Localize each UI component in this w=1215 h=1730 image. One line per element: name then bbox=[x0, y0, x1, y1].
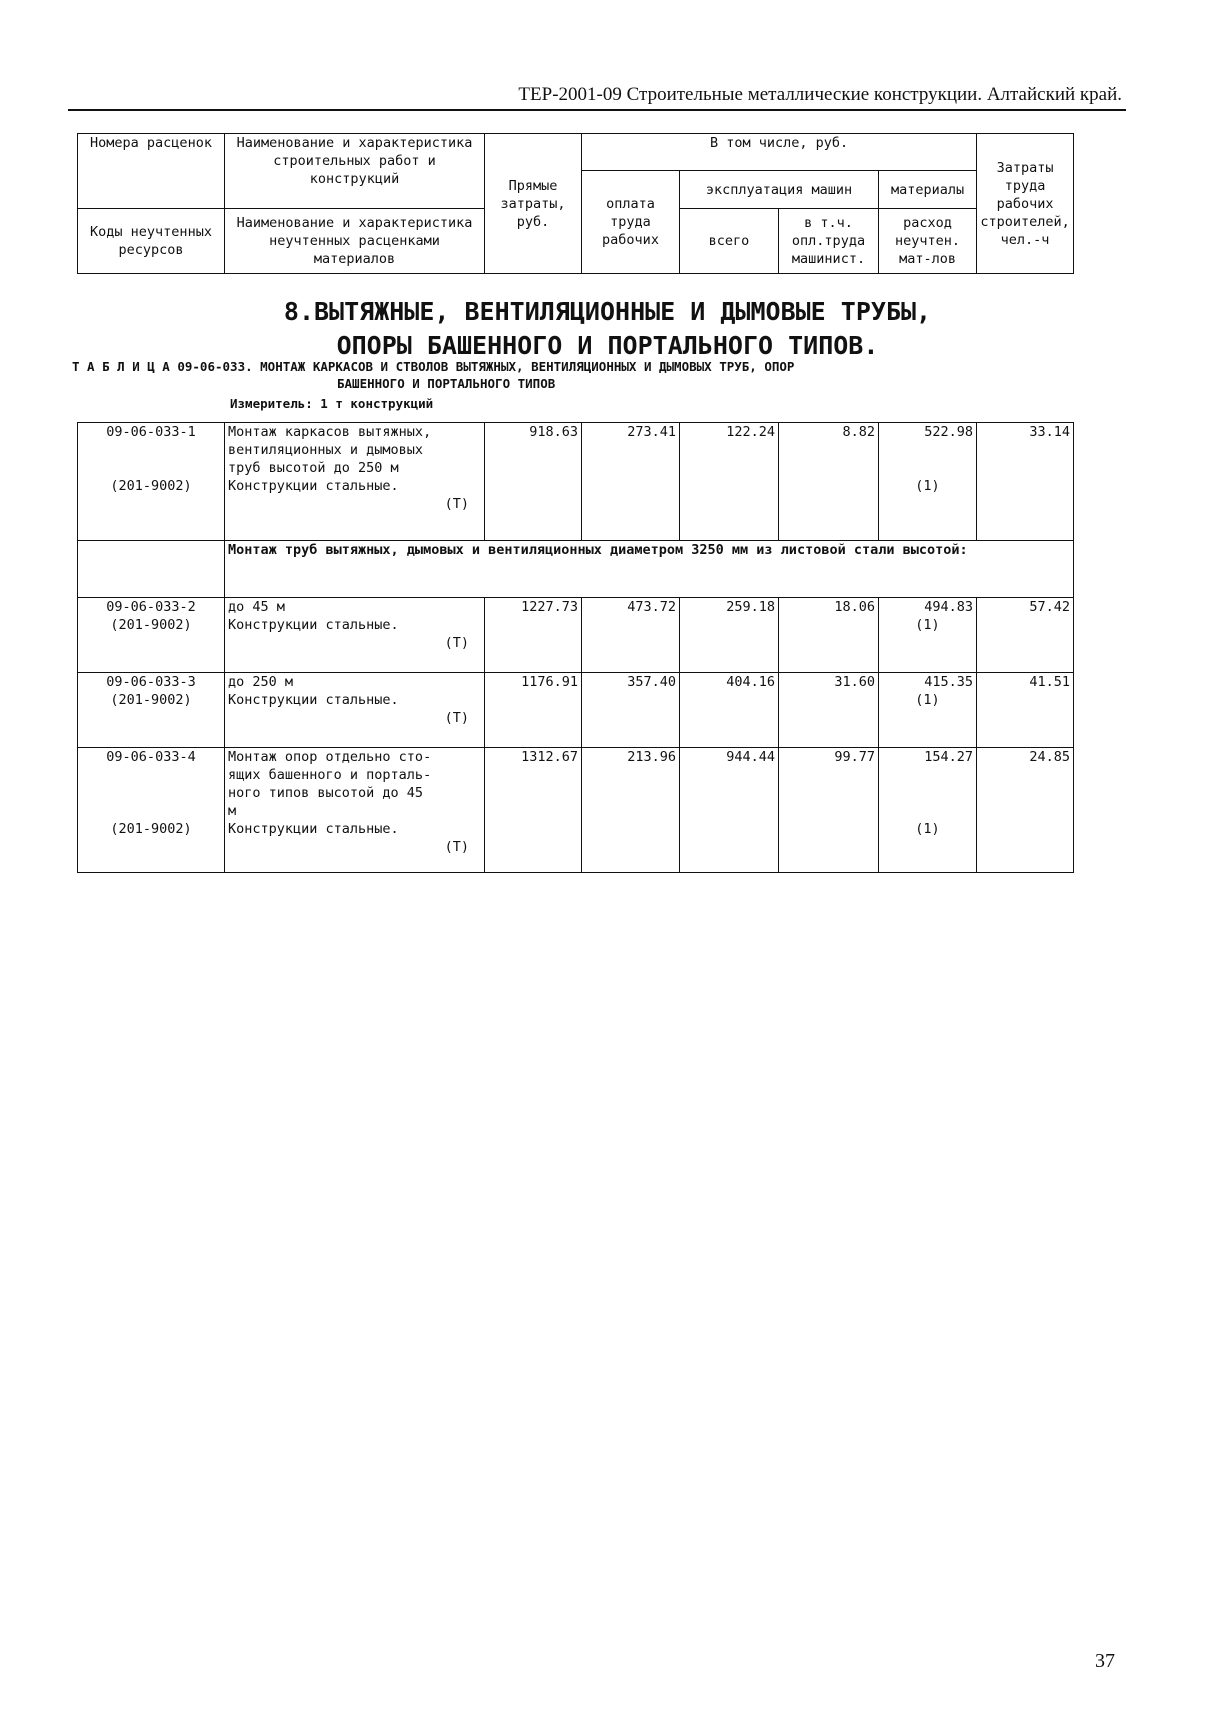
resource-name: Конструкции стальные. bbox=[228, 821, 399, 837]
resource-qty: (1) bbox=[915, 617, 940, 633]
header-work-name: Наименование и характеристика строительных работ и конструкций bbox=[225, 134, 485, 209]
labor-hours: 24.85 bbox=[977, 748, 1074, 873]
materials-cost: 154.27 bbox=[924, 749, 973, 765]
measure-unit: Измеритель: 1 т конструкций bbox=[230, 396, 434, 411]
machines-total: 259.18 bbox=[680, 598, 779, 673]
machinist-pay: 99.77 bbox=[779, 748, 879, 873]
header-materials: материалы bbox=[879, 171, 977, 209]
header-material-usage: расход неучтен. мат-лов bbox=[879, 209, 977, 274]
section-title bbox=[0, 295, 1215, 363]
table-caption bbox=[72, 358, 1072, 392]
direct-costs: 1227.73 bbox=[485, 598, 582, 673]
machinist-pay: 18.06 bbox=[779, 598, 879, 673]
description-line: Монтаж каркасов вытяжных, bbox=[228, 424, 432, 440]
rates-table bbox=[77, 422, 1074, 873]
header-rule bbox=[68, 109, 1126, 111]
machinist-pay: 31.60 bbox=[779, 673, 879, 748]
rate-code: 09-06-033-4 bbox=[106, 749, 196, 765]
section-title-line-1: 8.ВЫТЯЖНЫЕ, ВЕНТИЛЯЦИОННЫЕ И ДЫМОВЫЕ ТРУБЫ, bbox=[283, 297, 932, 326]
resource-code: (201-9002) bbox=[110, 478, 192, 494]
rate-code-cell bbox=[78, 748, 225, 873]
rate-code: 09-06-033-1 bbox=[106, 424, 196, 440]
description-cell bbox=[225, 423, 485, 541]
header-including: В том числе, руб. bbox=[582, 134, 977, 171]
resource-qty: (1) bbox=[915, 692, 940, 708]
materials-cell bbox=[879, 748, 977, 873]
labor-pay: 273.41 bbox=[582, 423, 680, 541]
labor-pay: 473.72 bbox=[582, 598, 680, 673]
rate-code-cell bbox=[78, 423, 225, 541]
page-number: 37 bbox=[1095, 1650, 1115, 1672]
resource-qty: (1) bbox=[915, 478, 940, 494]
section-title-line-2: ОПОРЫ БАШЕННОГО И ПОРТАЛЬНОГО ТИПОВ. bbox=[336, 331, 879, 360]
resource-name: Конструкции стальные. bbox=[228, 692, 399, 708]
resource-code: (201-9002) bbox=[110, 692, 192, 708]
header-machines: эксплуатация машин bbox=[680, 171, 879, 209]
header-machinist-pay: в т.ч. опл.труда машинист. bbox=[779, 209, 879, 274]
labor-hours: 41.51 bbox=[977, 673, 1074, 748]
resource-code: (201-9002) bbox=[110, 617, 192, 633]
table-row bbox=[78, 748, 1074, 873]
header-machines-total: всего bbox=[680, 209, 779, 274]
resource-unit: (Т) bbox=[444, 710, 469, 726]
description-line: до 45 м bbox=[228, 599, 285, 615]
description-line: ящих башенного и порталь- bbox=[228, 767, 432, 783]
resource-code: (201-9002) bbox=[110, 821, 192, 837]
description-line: вентиляционных и дымовых bbox=[228, 442, 424, 458]
rate-code: 09-06-033-3 bbox=[106, 674, 196, 690]
machinist-pay: 8.82 bbox=[779, 423, 879, 541]
table-row bbox=[78, 598, 1074, 673]
resource-unit: (Т) bbox=[444, 635, 469, 651]
description-cell bbox=[225, 748, 485, 873]
labor-pay: 357.40 bbox=[582, 673, 680, 748]
resource-unit: (Т) bbox=[444, 839, 469, 855]
description-line: до 250 м bbox=[228, 674, 294, 690]
group-heading-code-cell bbox=[78, 541, 225, 598]
header-material-name: Наименование и характеристика неучтенных расценками материалов bbox=[225, 209, 485, 274]
machines-total: 122.24 bbox=[680, 423, 779, 541]
rate-code: 09-06-033-2 bbox=[106, 599, 196, 615]
machines-total: 404.16 bbox=[680, 673, 779, 748]
labor-hours: 57.42 bbox=[977, 598, 1074, 673]
description-line: м bbox=[228, 803, 237, 819]
resource-unit: (Т) bbox=[444, 496, 469, 512]
description-cell bbox=[225, 598, 485, 673]
labor-hours: 33.14 bbox=[977, 423, 1074, 541]
header-labor-pay: оплата труда рабочих bbox=[582, 171, 680, 274]
direct-costs: 918.63 bbox=[485, 423, 582, 541]
table-row bbox=[78, 673, 1074, 748]
materials-cost: 522.98 bbox=[924, 424, 973, 440]
materials-cell bbox=[879, 673, 977, 748]
group-heading: Монтаж труб вытяжных, дымовых и вентиляционных диаметром 3250 мм из листовой стали высотой: bbox=[225, 541, 1074, 598]
direct-costs: 1312.67 bbox=[485, 748, 582, 873]
table-caption-line-1: Т А Б Л И Ц А 09-06-033. МОНТАЖ КАРКАСОВ И СТВОЛОВ ВЫТЯЖНЫХ, ВЕНТИЛЯЦИОННЫХ И ДЫМОВЫХ ТРУБ, ОПОР bbox=[72, 359, 795, 374]
materials-cost: 415.35 bbox=[924, 674, 973, 690]
materials-cell bbox=[879, 598, 977, 673]
direct-costs: 1176.91 bbox=[485, 673, 582, 748]
table-caption-line-2: БАШЕННОГО И ПОРТАЛЬНОГО ТИПОВ bbox=[337, 376, 556, 391]
header-labor-hours: Затраты труда рабочих строителей, чел.-ч bbox=[977, 134, 1074, 274]
rate-code-cell bbox=[78, 598, 225, 673]
resource-qty: (1) bbox=[915, 821, 940, 837]
description-line: ного типов высотой до 45 bbox=[228, 785, 424, 801]
description-line: труб высотой до 250 м bbox=[228, 460, 399, 476]
description-cell bbox=[225, 673, 485, 748]
resource-name: Конструкции стальные. bbox=[228, 478, 399, 494]
group-heading-row bbox=[78, 541, 1074, 598]
table-row bbox=[78, 423, 1074, 541]
materials-cell bbox=[879, 423, 977, 541]
header-resource-codes: Коды неучтенных ресурсов bbox=[78, 209, 225, 274]
resource-name: Конструкции стальные. bbox=[228, 617, 399, 633]
running-header: ТЕР-2001-09 Строительные металлические конструкции. Алтайский край. bbox=[518, 84, 1122, 105]
column-header-table bbox=[77, 133, 1074, 274]
labor-pay: 213.96 bbox=[582, 748, 680, 873]
machines-total: 944.44 bbox=[680, 748, 779, 873]
rate-code-cell bbox=[78, 673, 225, 748]
header-rate-numbers: Номера расценок bbox=[78, 134, 225, 209]
description-line: Монтаж опор отдельно сто- bbox=[228, 749, 432, 765]
materials-cost: 494.83 bbox=[924, 599, 973, 615]
header-direct-costs: Прямые затраты, руб. bbox=[485, 134, 582, 274]
